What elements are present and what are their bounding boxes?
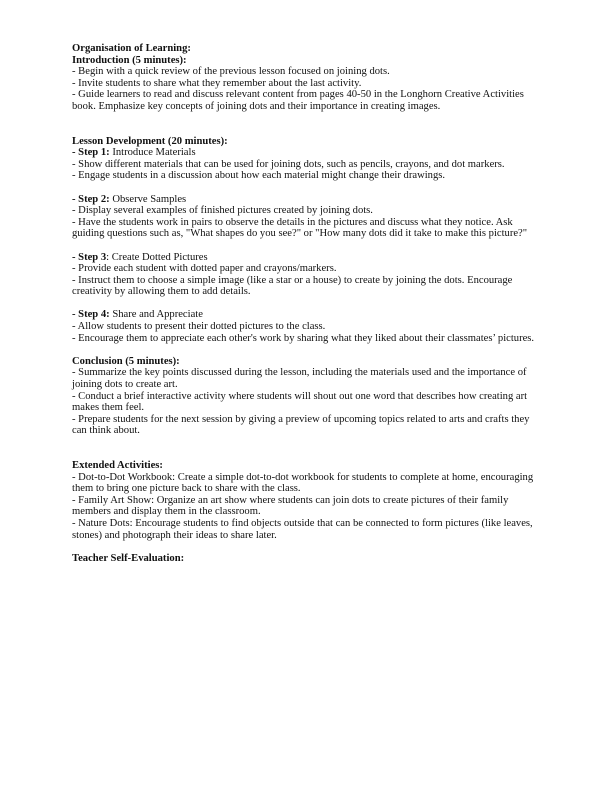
step-4-title: - Step 4: Share and Appreciate [72, 309, 203, 321]
step-3-label: - Step 3 [72, 251, 107, 263]
step-3-title: - Step 3: Create Dotted Pictures [72, 251, 208, 263]
step-2-label: - Step 2: [72, 193, 110, 205]
step-2-title: - Step 2: Observe Samples [72, 193, 187, 205]
intro-item: - Invite students to share what they remember about the last activity. [72, 77, 362, 89]
step-3-item: - Instruct them to choose a simple image (like a star or a house) to create by joining the dots. Encourage creativity by allowing them to add details. [72, 274, 513, 298]
conclusion-heading: Conclusion (5 minutes): [72, 355, 180, 367]
step-1-title: - Step 1: Introduce Materials [72, 147, 196, 159]
conclusion-item: - Summarize the key points discussed during the lesson, including the materials used and the importance of joining dots to create art. [72, 367, 527, 391]
extended-item: - Dot-to-Dot Workbook: Create a simple dot-to-dot workbook for students to complete at home, encouraging them to bring one picture back to share with the class. [72, 471, 534, 495]
conclusion-item: - Conduct a brief interactive activity where students will shout out one word that describes how creating art makes them feel. [72, 390, 528, 414]
step-3-item: - Provide each student with dotted paper and crayons/markers. [72, 263, 337, 275]
lesson-development-heading: Lesson Development (20 minutes): [72, 135, 228, 147]
extended-item: - Nature Dots: Encourage students to find objects outside that can be connected to form pictures (like leaves, stones) and photograph their ideas to share later. [72, 517, 533, 541]
step-1-item: - Show different materials that can be used for joining dots, such as pencils, crayons, and dot markers. [72, 158, 505, 170]
document-page [72, 43, 544, 564]
extended-item: - Family Art Show: Organize an art show where students can join dots to create pictures of their family members and display them in the classroom. [72, 494, 509, 518]
step-2-item: - Display several examples of finished pictures created by joining dots. [72, 205, 373, 217]
step-4-item: - Encourage them to appreciate each other's work by sharing what they liked about their classmates’ pictures. [72, 332, 535, 344]
step-4-item: - Allow students to present their dotted pictures to the class. [72, 321, 326, 333]
teacher-self-evaluation-heading: Teacher Self-Evaluation: [72, 552, 185, 564]
step-1-item: - Engage students in a discussion about how each material might change their drawings. [72, 170, 446, 182]
introduction-heading: Introduction (5 minutes): [72, 54, 187, 66]
step-4-label: - Step 4: [72, 309, 110, 321]
intro-item: - Guide learners to read and discuss relevant content from pages 40-50 in the Longhorn Creative Activities book. Emphasize key concepts of joining dots and their importance in creating images. [72, 89, 524, 112]
extended-activities-heading: Extended Activities: [72, 460, 163, 471]
conclusion-item: - Prepare students for the next session by giving a preview of upcoming topics related to arts and crafts they can think about. [72, 413, 530, 437]
organisation-title: Organisation of Learning: [72, 43, 191, 54]
step-2-item: - Have the students work in pairs to observe the details in the pictures and discuss what they notice. Ask guiding questions such as, "What shapes do you see?" or "How many dots did it take to make this picture?" [72, 216, 528, 240]
step-1-label: - Step 1: [72, 147, 110, 159]
intro-item: - Begin with a quick review of the previous lesson focused on joining dots. [72, 66, 390, 78]
